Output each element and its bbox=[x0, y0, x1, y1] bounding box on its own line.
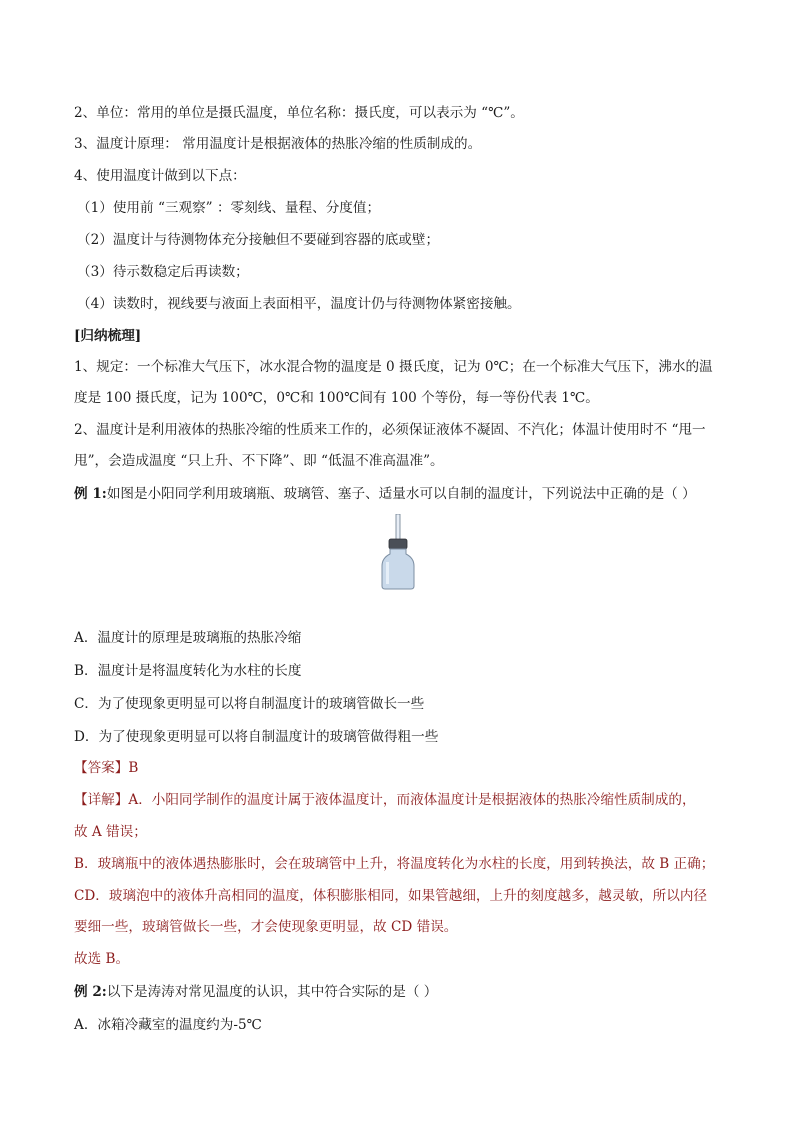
unit-text: 2、单位：常用的单位是摄氏温度，单位名称：摄氏度，可以表示为 “℃”。 bbox=[74, 105, 524, 121]
example1-detail-5: 要细一些，玻璃管做长一些，才会使现象更明显，故 CD 错误。 bbox=[74, 919, 458, 935]
rule1-line1: 1、规定：一个标准大气压下，冰水混合物的温度是 0 摄氏度，记为 0℃；在一个标准大气压下，沸水的温 bbox=[74, 359, 713, 375]
summary-heading: [归纳梳理] bbox=[74, 328, 142, 344]
example1-answer: 【答案】B bbox=[74, 760, 139, 776]
thermometer-bottle-image bbox=[378, 514, 418, 590]
example1-detail-3: B．玻璃瓶中的液体遇热膨胀时，会在玻璃管中上升，将温度转化为水柱的长度，用到转换法，故 B 正确； bbox=[74, 856, 715, 872]
example1-question bbox=[74, 484, 734, 504]
example1-option-c: C．为了使现象更明显可以将自制温度计的玻璃管做长一些 bbox=[74, 696, 425, 712]
example2-question-text: 以下是涛涛对常见温度的认识，其中符合实际的是（ ） bbox=[106, 984, 438, 1000]
usage-item-1: （1）使用前 “三观察” ：零刻线、量程、分度值； bbox=[77, 200, 381, 216]
example1-detail-1: 【详解】A．小阳同学制作的温度计属于液体温度计，而液体温度计是根据液体的热胀冷缩性质制成的， bbox=[74, 792, 696, 808]
example1-label: 例 1: bbox=[74, 486, 107, 502]
usage-item-2: （2）温度计与待测物体充分接触但不要碰到容器的底或壁； bbox=[77, 232, 440, 248]
example2-label: 例 2: bbox=[74, 984, 107, 1000]
usage-item-3: （3）待示数稳定后再读数； bbox=[77, 264, 249, 280]
example1-option-b: B．温度计是将温度转化为水柱的长度 bbox=[74, 663, 302, 679]
example1-detail-6: 故选 B。 bbox=[74, 951, 130, 967]
example1-question-text: 如图是小阳同学利用玻璃瓶、玻璃管、塞子、适量水可以自制的温度计，下列说法中正确的是（ ） bbox=[106, 486, 696, 502]
rule1-line2: 度是 100 摄氏度，记为 100℃，0℃和 100℃间有 100 个等份，每一等份代表 1℃。 bbox=[74, 390, 599, 406]
usage-title: 4、使用温度计做到以下点： bbox=[74, 168, 246, 184]
principle-text: 3、温度计原理： 常用温度计是根据液体的热胀冷缩的性质制成的。 bbox=[74, 136, 482, 152]
example1-option-a: A．温度计的原理是玻璃瓶的热胀冷缩 bbox=[74, 630, 302, 646]
rule2-line1: 2、温度计是利用液体的热胀冷缩的性质来工作的，必须保证液体不凝固、不汽化；体温计使用时不 “甩一 bbox=[74, 422, 706, 438]
example2-question bbox=[74, 982, 734, 1002]
example1-detail-4: CD．玻璃泡中的液体升高相同的温度，体积膨胀相同，如果管越细，上升的刻度越多，越灵敏，所以内径 bbox=[74, 888, 708, 904]
example2-option-a: A．冰箱冷藏室的温度约为-5℃ bbox=[74, 1017, 262, 1033]
usage-item-4: （4）读数时，视线要与液面上表面相平，温度计仍与待测物体紧密接触。 bbox=[77, 296, 521, 312]
example1-detail-2: 故 A 错误； bbox=[74, 824, 147, 840]
rule2-line2: 甩”，会造成温度 “只上升、不下降”、即 “低温不准高温准”。 bbox=[74, 453, 444, 469]
example1-option-d: D．为了使现象更明显可以将自制温度计的玻璃管做得粗一些 bbox=[74, 729, 439, 745]
